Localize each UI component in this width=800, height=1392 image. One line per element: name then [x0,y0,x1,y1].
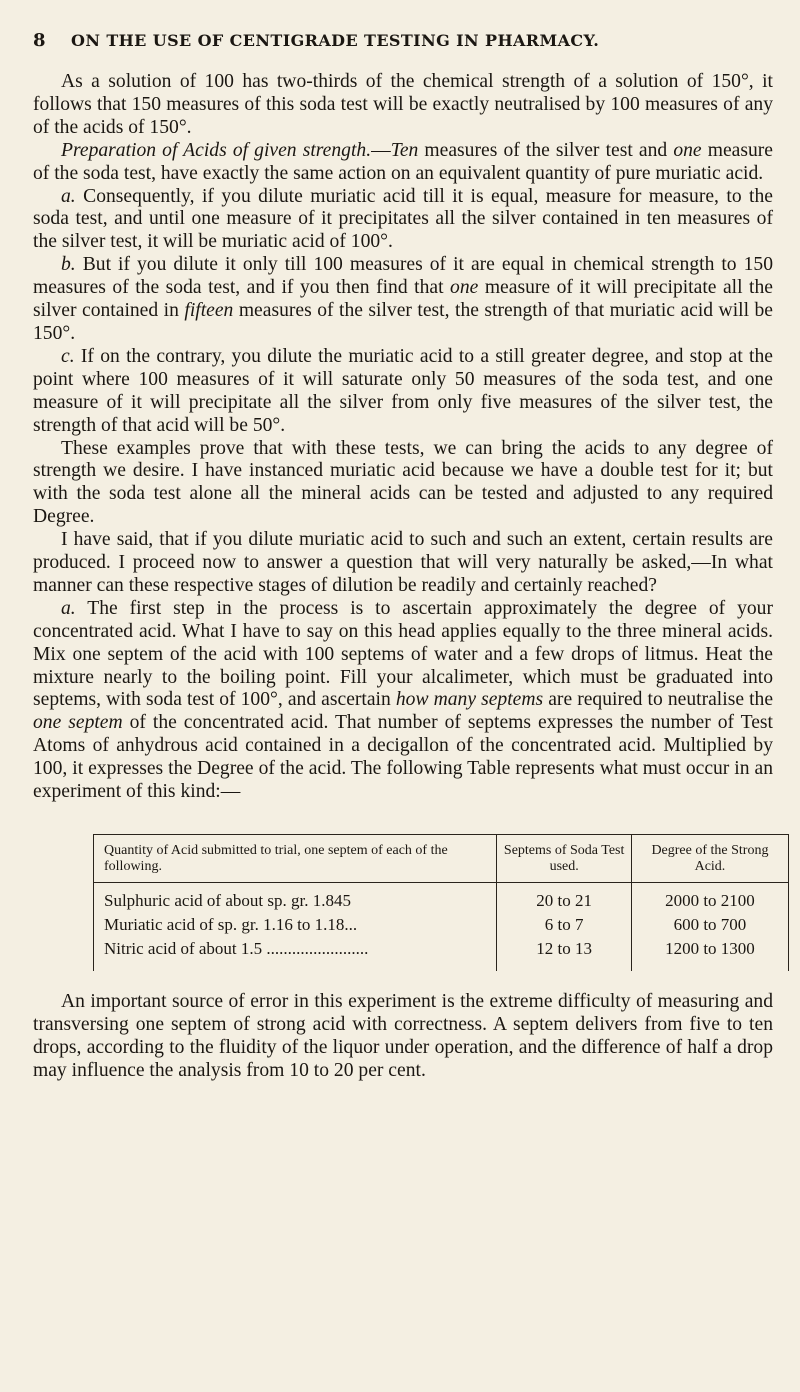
text-run: measure of it will precipitate all the silver contained in [33,277,773,322]
table-cell-acid: Nitric acid of about 1.5 ........................ [94,937,497,971]
italic-text: Ten [390,139,419,161]
text-run: Consequently, if you dilute muriatic acid till it is equal, measure for measure, to the soda test, and until one measure of it precipitates all the silver contained in ten measures of the silver test, it will be muriatic acid of 100°. [33,185,773,253]
closing-paragraph: An important source of error in this experiment is the extreme difficulty of measuring and transversing one septem of strong acid with correctness. A septem delivers from five to ten drops, according to the fluidity of the liquor under operation, and the difference of half a drop may influence the analysis from 10 to 20 per cent. [33,991,773,1081]
italic-text: how many septems [395,689,544,711]
table-row [94,937,789,971]
italic-text: Preparation of Acids of given strength. [61,139,372,161]
table-cell-degree: 1200 to 1300 [631,937,788,971]
table-row [94,913,789,937]
text-run: But if you dilute it only till 100 measures of it are equal in chemical strength to 150 measures of the soda test, and if you then find that [33,254,773,299]
text-run: measures of the silver test, the strength of that muriatic acid will be 150°. [33,300,773,344]
text-run: If on the contrary, you dilute the muriatic acid to a still greater degree, and stop at the point where 100 measures of it will saturate only 50 measures of the soda test, and one measure of it will precipitate all the silver from only five measures of the silver test, the strength of that acid will be 50°. [33,345,773,436]
italic-text: c. [61,345,75,367]
paragraph [33,186,773,255]
text-run: measures of the silver test and [418,139,674,161]
text-run: These examples prove that with these tests, we can bring the acids to any degree of strength we desire. I have instanced muriatic acid because we have a double test for it; but with the soda test alone all the mineral acids can be tested and adjusted to any required Degree. [33,437,773,528]
body-text [33,71,773,804]
table-cell-acid: Sulphuric acid of about sp. gr. 1.845 [94,883,497,914]
table-cell-degree: 600 to 700 [631,913,788,937]
table-cell-degree: 2000 to 2100 [631,883,788,914]
italic-text: one septem [33,712,123,734]
italic-text: one [673,139,702,161]
closing-section [33,991,773,1083]
paragraph [33,254,773,346]
text-run: measure of the soda test, have exactly the same action on an equivalent quantity of pure muriatic acid. [33,139,774,184]
paragraph [33,438,773,530]
paragraph [33,529,773,598]
paragraph [33,598,773,804]
italic-text: b. [61,254,76,276]
table-header-row [94,835,789,883]
book-page [33,30,773,1083]
table-header-degree: Degree of the Strong Acid. [631,835,788,883]
text-run: The first step in the process is to ascertain approximately the degree of your concentrated acid. What I have to say on this head applies equally to the three mineral acids. Mix one septem of the acid with 100 septems of water and a few drops of litmus. Heat the mixture nearly to the boiling point. Fill your alcalimeter, which must be graduated into septems, with soda test of 100°, and ascertain [33,597,773,711]
acid-trial-table [93,834,789,971]
running-title: ON THE USE OF CENTIGRADE TESTING IN PHARMACY. [71,31,600,50]
table-header-septems: Septems of Soda Test used. [497,835,631,883]
table-cell-septems: 12 to 13 [497,937,631,971]
italic-text: fifteen [184,300,234,322]
paragraph [33,346,773,438]
table-row [94,883,789,914]
text-run: I have said, that if you dilute muriatic acid to such and such an extent, certain results are produced. I proceed now to answer a question that will very naturally be asked,—In what manner can these respective stages of dilution be readily and certainly reached? [33,529,773,596]
text-run: are required to neutralise the [543,689,774,711]
table-cell-septems: 6 to 7 [497,913,631,937]
italic-text: a. [61,597,76,619]
italic-text: a. [61,185,76,207]
text-run: As a solution of 100 has two-thirds of the chemical strength of a solution of 150°, it follows that 150 measures of this soda test will be exactly neutralised by 100 measures of any of the acids of 150°. [33,71,773,138]
italic-text: one [450,277,479,299]
text-run: of the concentrated acid. That number of septems expresses the number of Test Atoms of anhydrous acid contained in a decigallon of the concentrated acid. Multiplied by 100, it expresses the Degree of the acid. The following Table represents what must occur in an experiment of this kind:— [33,712,773,803]
table-header-quantity: Quantity of Acid submitted to trial, one septem of each of the following. [94,835,497,883]
table-cell-acid: Muriatic acid of sp. gr. 1.16 to 1.18... [94,913,497,937]
table-cell-septems: 20 to 21 [497,883,631,914]
page-header [33,30,773,51]
paragraph [33,71,773,140]
text-run: — [371,139,391,161]
page-number: 8 [33,30,46,51]
paragraph [33,140,773,186]
